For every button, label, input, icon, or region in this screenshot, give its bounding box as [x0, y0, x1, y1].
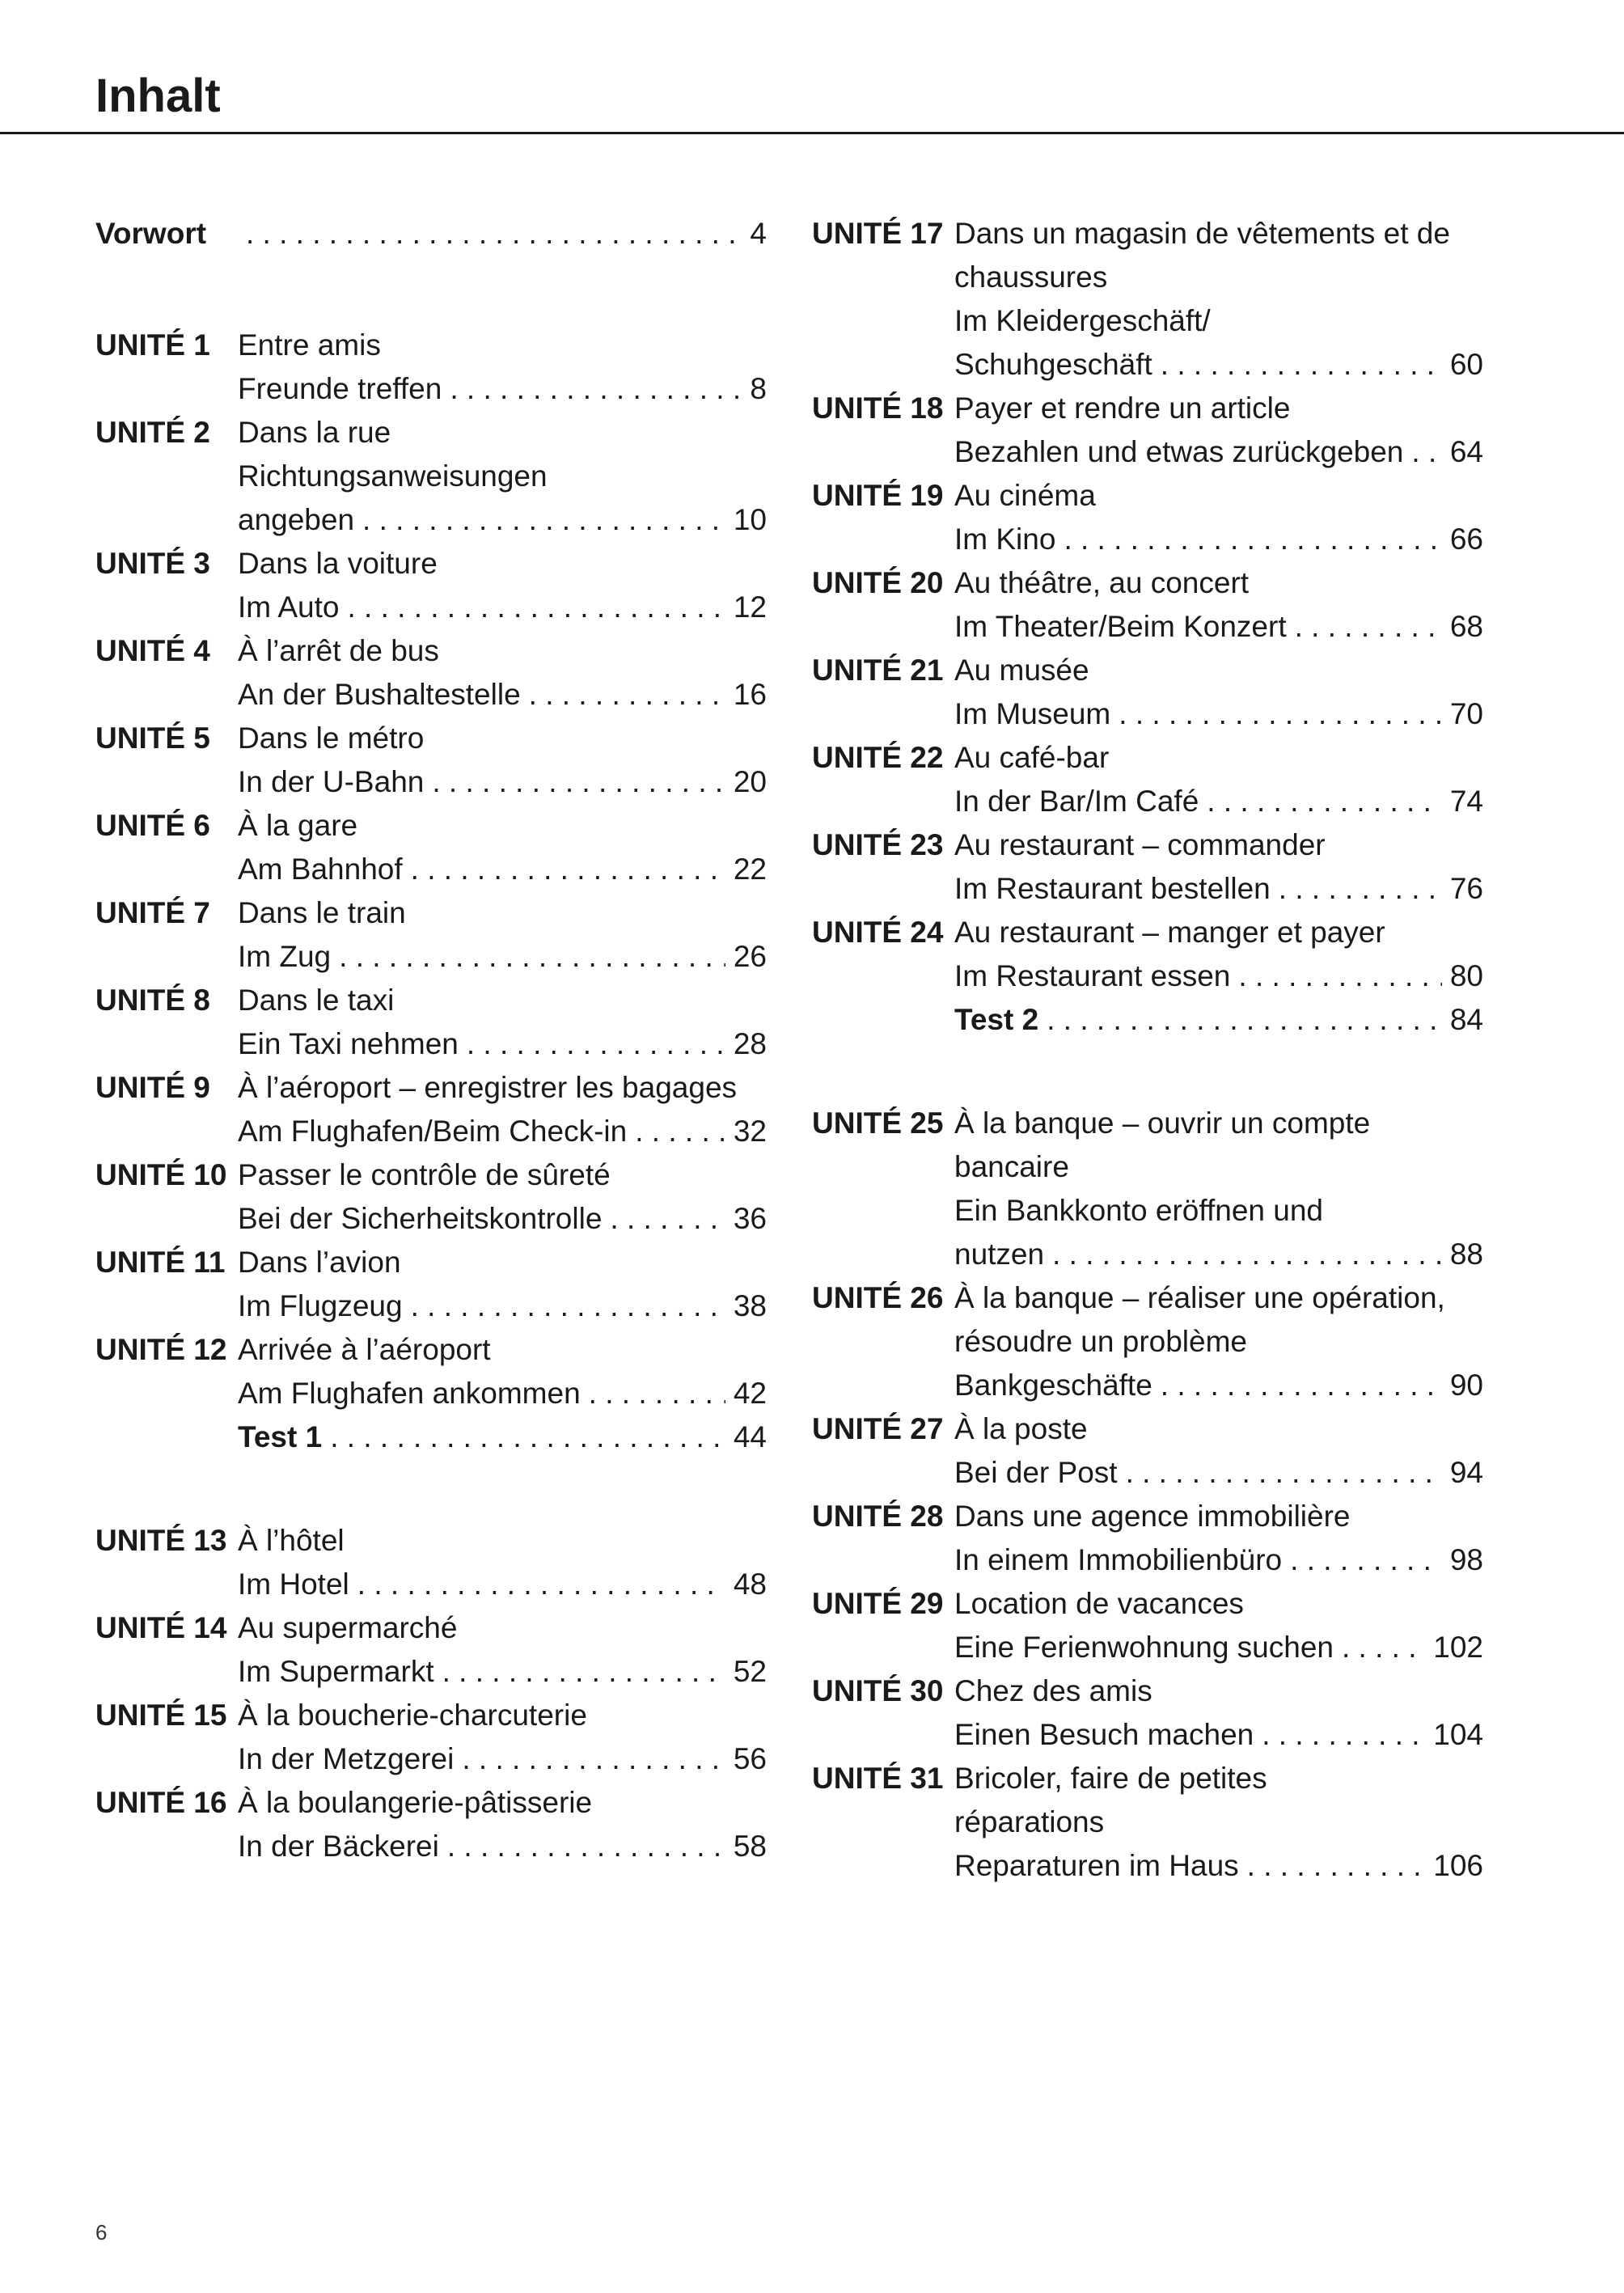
unit-title-de[interactable] — [95, 935, 767, 979]
french-title: réparations — [954, 1805, 1105, 1838]
unit-title-fr — [812, 736, 1483, 780]
toc-unit — [95, 542, 767, 629]
unit-code: UNITÉ 13 — [95, 1524, 227, 1557]
french-title: À l’hôtel — [238, 1524, 345, 1557]
toc-unit — [812, 649, 1483, 736]
test-label: Test 1 — [238, 1420, 323, 1453]
german-title: Richtungsanweisungen — [238, 459, 548, 493]
french-title: Dans le métro — [238, 721, 425, 755]
unit-code: UNITÉ 15 — [95, 1699, 227, 1732]
german-title: Im Flugzeug — [238, 1289, 403, 1322]
dot-leader — [1052, 1233, 1442, 1276]
unit-title-de[interactable] — [812, 1626, 1483, 1669]
dot-leader — [347, 586, 725, 629]
unit-code: UNITÉ 23 — [812, 828, 944, 861]
unit-title-fr — [95, 1606, 767, 1650]
french-title: Au restaurant – commander — [954, 828, 1326, 861]
unit-code: UNITÉ 3 — [95, 547, 210, 580]
french-title: chaussures — [954, 260, 1108, 294]
unit-title-fr — [95, 1153, 767, 1197]
unit-title-de[interactable] — [812, 1844, 1483, 1888]
unit-code: UNITÉ 27 — [812, 1412, 944, 1445]
unit-title-de — [812, 1189, 1483, 1233]
page-number: 6 — [95, 2220, 108, 2244]
dot-leader — [447, 1825, 725, 1868]
unit-title-fr — [95, 629, 767, 673]
german-title: Am Flughafen/Beim Check-in — [238, 1115, 628, 1148]
dot-leader — [432, 760, 725, 804]
unit-title-fr — [812, 1102, 1483, 1145]
toc-unit — [812, 387, 1483, 474]
german-title: angeben — [238, 503, 355, 536]
unit-code: UNITÉ 5 — [95, 721, 210, 755]
german-title: Bei der Sicherheitskontrolle — [238, 1202, 603, 1235]
toc-unit — [95, 717, 767, 804]
unit-code: UNITÉ 30 — [812, 1674, 944, 1707]
unit-title-fr — [95, 979, 767, 1022]
unit-title-de[interactable] — [95, 1022, 767, 1066]
test-label: Test 2 — [954, 1003, 1039, 1036]
page-ref: 16 — [733, 678, 767, 711]
toc-unit — [812, 1102, 1483, 1276]
unit-title-fr — [812, 1320, 1483, 1364]
page-ref: 76 — [1449, 872, 1483, 905]
german-title: Im Supermarkt — [238, 1655, 434, 1688]
unit-title-fr — [812, 1145, 1483, 1189]
page-ref: 90 — [1449, 1369, 1483, 1402]
unit-title-de[interactable] — [95, 673, 767, 717]
preface-label: Vorwort — [95, 217, 207, 250]
german-title: Im Kleidergeschäft/ — [954, 304, 1211, 337]
unit-title-de[interactable] — [95, 1284, 767, 1328]
toc-unit — [95, 629, 767, 717]
dot-leader — [1064, 518, 1441, 561]
page-ref: 68 — [1449, 610, 1483, 643]
french-title: Bricoler, faire de petites — [954, 1762, 1267, 1795]
toc-test[interactable] — [95, 1415, 767, 1459]
french-title: Dans le taxi — [238, 984, 395, 1017]
dot-leader — [362, 498, 725, 542]
unit-code: UNITÉ 11 — [95, 1246, 226, 1279]
unit-code: UNITÉ 1 — [95, 328, 210, 362]
page-ref: 66 — [1449, 522, 1483, 556]
dot-leader — [339, 935, 725, 979]
unit-code: UNITÉ 7 — [95, 896, 210, 929]
german-title: Im Theater/Beim Konzert — [954, 610, 1287, 643]
unit-title-fr — [812, 1495, 1483, 1538]
unit-title-de[interactable] — [812, 954, 1483, 998]
dot-leader — [411, 1284, 725, 1328]
toc-unit — [812, 561, 1483, 649]
dot-leader — [1411, 430, 1441, 474]
french-title: Location de vacances — [954, 1587, 1244, 1620]
unit-title-de[interactable] — [95, 1110, 767, 1153]
german-title: In der Bar/Im Café — [954, 785, 1199, 818]
unit-title-de[interactable] — [812, 1713, 1483, 1757]
dot-leader — [450, 367, 742, 411]
french-title: Passer le contrôle de sûreté — [238, 1158, 611, 1191]
unit-title-fr — [812, 561, 1483, 605]
unit-title-de[interactable] — [812, 518, 1483, 561]
section-gap — [95, 264, 767, 324]
french-title: Chez des amis — [954, 1674, 1152, 1707]
french-title: À l’arrêt de bus — [238, 634, 439, 667]
unit-title-fr — [95, 411, 767, 455]
french-title: À la gare — [238, 809, 358, 842]
page-ref: 12 — [733, 590, 767, 624]
page-ref: 56 — [733, 1742, 767, 1775]
unit-title-de[interactable] — [812, 430, 1483, 474]
french-title: Dans une agence immobilière — [954, 1500, 1351, 1533]
unit-title-de[interactable] — [95, 498, 767, 542]
dot-leader — [1238, 954, 1441, 998]
unit-title-de[interactable] — [812, 867, 1483, 911]
unit-title-de[interactable] — [812, 343, 1483, 387]
german-title: Reparaturen im Haus — [954, 1849, 1239, 1882]
german-title: Am Flughafen ankommen — [238, 1377, 581, 1410]
unit-title-fr — [95, 542, 767, 586]
page-ref: 26 — [733, 940, 767, 973]
unit-title-fr — [812, 1276, 1483, 1320]
page-ref: 32 — [733, 1115, 767, 1148]
unit-code: UNITÉ 2 — [95, 416, 210, 449]
french-title: Dans l’avion — [238, 1246, 401, 1279]
toc-unit — [95, 324, 767, 411]
section-gap — [95, 1459, 767, 1519]
dot-leader — [1207, 780, 1442, 823]
toc-unit — [95, 1241, 767, 1328]
french-title: Au supermarché — [238, 1611, 458, 1644]
page-ref: 58 — [733, 1830, 767, 1863]
unit-title-de — [812, 299, 1483, 343]
unit-title-de[interactable] — [95, 848, 767, 891]
toc-unit — [95, 411, 767, 542]
unit-title-de[interactable] — [95, 1737, 767, 1781]
unit-code: UNITÉ 24 — [812, 916, 944, 949]
dot-leader — [246, 212, 742, 256]
page-ref: 74 — [1449, 785, 1483, 818]
german-title: Im Hotel — [238, 1567, 349, 1601]
unit-title-de[interactable] — [95, 1650, 767, 1694]
unit-title-fr — [95, 1241, 767, 1284]
french-title: À la banque – réaliser une opération, — [954, 1281, 1445, 1314]
unit-code: UNITÉ 10 — [95, 1158, 227, 1191]
dot-leader — [330, 1415, 725, 1459]
toc-unit — [812, 823, 1483, 911]
toc-unit — [95, 1694, 767, 1781]
unit-title-fr — [812, 474, 1483, 518]
unit-title-fr — [812, 1757, 1483, 1800]
dot-leader — [1262, 1713, 1425, 1757]
page-ref: 8 — [750, 372, 767, 405]
page-ref: 4 — [750, 217, 767, 250]
unit-code: UNITÉ 17 — [812, 217, 944, 250]
french-title: À la boucherie-charcuterie — [238, 1699, 587, 1732]
unit-code: UNITÉ 4 — [95, 634, 210, 667]
german-title: Schuhgeschäft — [954, 348, 1152, 381]
page-ref: 22 — [733, 852, 767, 886]
french-title: Dans le train — [238, 896, 406, 929]
toc-unit — [812, 911, 1483, 998]
toc-unit — [812, 1276, 1483, 1407]
unit-code: UNITÉ 12 — [95, 1333, 227, 1366]
toc-unit — [812, 1582, 1483, 1669]
unit-code: UNITÉ 21 — [812, 654, 944, 687]
german-title: Im Auto — [238, 590, 340, 624]
toc-unit — [95, 979, 767, 1066]
german-title: In der Bäckerei — [238, 1830, 439, 1863]
page-ref: 88 — [1449, 1237, 1483, 1271]
dot-leader — [589, 1372, 725, 1415]
unit-title-fr — [812, 1407, 1483, 1451]
unit-code: UNITÉ 28 — [812, 1500, 944, 1533]
unit-title-fr — [812, 1582, 1483, 1626]
page-ref: 44 — [733, 1420, 767, 1453]
page-ref: 64 — [1449, 435, 1483, 468]
page-ref: 84 — [1449, 1003, 1483, 1036]
toc-unit — [95, 1606, 767, 1694]
unit-title-fr — [812, 911, 1483, 954]
french-title: Dans la voiture — [238, 547, 438, 580]
toc-unit — [95, 1519, 767, 1606]
german-title: Bankgeschäfte — [954, 1369, 1152, 1402]
unit-code: UNITÉ 25 — [812, 1106, 944, 1140]
unit-title-de[interactable] — [95, 1197, 767, 1241]
page-ref: 28 — [733, 1027, 767, 1060]
unit-title-de[interactable] — [95, 1825, 767, 1868]
dot-leader — [1161, 343, 1442, 387]
toc-unit — [95, 1328, 767, 1415]
unit-title-fr — [95, 1781, 767, 1825]
unit-title-fr — [95, 717, 767, 760]
unit-code: UNITÉ 22 — [812, 741, 944, 774]
unit-title-fr — [812, 212, 1483, 256]
german-title: In einem Immobilienbüro — [954, 1543, 1283, 1576]
toc-unit — [95, 1066, 767, 1153]
dot-leader — [467, 1022, 725, 1066]
unit-title-fr — [95, 1694, 767, 1737]
unit-title-fr — [95, 1519, 767, 1563]
unit-title-de[interactable] — [95, 760, 767, 804]
german-title: Im Zug — [238, 940, 332, 973]
french-title: À la boulangerie-pâtisserie — [238, 1786, 593, 1819]
german-title: nutzen — [954, 1237, 1045, 1271]
dot-leader — [1161, 1364, 1442, 1407]
toc-unit — [812, 1495, 1483, 1582]
unit-title-fr — [95, 1328, 767, 1372]
page-ref: 20 — [733, 765, 767, 798]
german-title: Eine Ferienwohnung suchen — [954, 1631, 1334, 1664]
page-ref: 48 — [733, 1567, 767, 1601]
toc-unit — [95, 1153, 767, 1241]
unit-title-de[interactable] — [95, 367, 767, 411]
page-ref: 80 — [1449, 959, 1483, 992]
unit-code: UNITÉ 9 — [95, 1071, 210, 1104]
toc-unit — [95, 891, 767, 979]
toc-unit — [812, 1757, 1483, 1888]
toc-unit — [95, 804, 767, 891]
dot-leader — [635, 1110, 725, 1153]
page-ref: 42 — [733, 1377, 767, 1410]
unit-code: UNITÉ 18 — [812, 391, 944, 425]
page-ref: 10 — [733, 503, 767, 536]
unit-title-de[interactable] — [95, 586, 767, 629]
french-title: bancaire — [954, 1150, 1069, 1183]
dot-leader — [462, 1737, 725, 1781]
page-ref: 60 — [1449, 348, 1483, 381]
unit-title-de[interactable] — [812, 1364, 1483, 1407]
german-title: Im Kino — [954, 522, 1056, 556]
unit-title-de[interactable] — [812, 1538, 1483, 1582]
unit-code: UNITÉ 14 — [95, 1611, 227, 1644]
page-ref: 38 — [733, 1289, 767, 1322]
page-ref: 104 — [1433, 1718, 1483, 1751]
unit-title-fr — [95, 891, 767, 935]
dot-leader — [1047, 998, 1442, 1042]
dot-leader — [1295, 605, 1442, 649]
dot-leader — [1247, 1844, 1426, 1888]
french-title: Entre amis — [238, 328, 381, 362]
dot-leader — [411, 848, 725, 891]
french-title: À la banque – ouvrir un compte — [954, 1106, 1371, 1140]
unit-title-fr — [95, 1066, 767, 1110]
unit-title-fr — [95, 804, 767, 848]
toc-unit — [812, 736, 1483, 823]
german-title: In der U-Bahn — [238, 765, 425, 798]
unit-code: UNITÉ 31 — [812, 1762, 944, 1795]
page-ref: 102 — [1433, 1631, 1483, 1664]
french-title: Dans un magasin de vêtements et de — [954, 217, 1450, 250]
french-title: Dans la rue — [238, 416, 391, 449]
unit-code: UNITÉ 29 — [812, 1587, 944, 1620]
page-ref: 70 — [1449, 697, 1483, 730]
toc-right-column — [812, 212, 1483, 1888]
toc-unit — [812, 474, 1483, 561]
unit-code: UNITÉ 19 — [812, 479, 944, 512]
toc-preface[interactable] — [95, 212, 767, 256]
page-ref: 106 — [1433, 1849, 1483, 1882]
toc-test[interactable] — [812, 998, 1483, 1042]
page-ref: 36 — [733, 1202, 767, 1235]
unit-title-fr — [812, 1669, 1483, 1713]
unit-title-de[interactable] — [812, 692, 1483, 736]
french-title: Au cinéma — [954, 479, 1096, 512]
unit-title-de[interactable] — [812, 605, 1483, 649]
dot-leader — [1126, 1451, 1442, 1495]
page-ref: 52 — [733, 1655, 767, 1688]
toc-left-column — [95, 212, 767, 1868]
dot-leader — [357, 1563, 725, 1606]
unit-title-de[interactable] — [812, 1233, 1483, 1276]
dot-leader — [529, 673, 725, 717]
german-title: An der Bushaltestelle — [238, 678, 521, 711]
french-title: Payer et rendre un article — [954, 391, 1291, 425]
unit-code: UNITÉ 6 — [95, 809, 210, 842]
german-title: Ein Bankkonto eröffnen und — [954, 1194, 1323, 1227]
german-title: Im Restaurant bestellen — [954, 872, 1271, 905]
unit-title-de[interactable] — [95, 1372, 767, 1415]
title-divider — [0, 132, 1624, 134]
french-title: Au musée — [954, 654, 1089, 687]
french-title: Au restaurant – manger et payer — [954, 916, 1385, 949]
unit-title-de — [95, 455, 767, 498]
german-title: Bei der Post — [954, 1456, 1118, 1489]
french-title: résoudre un problème — [954, 1325, 1247, 1358]
unit-title-fr — [812, 387, 1483, 430]
unit-title-fr — [812, 823, 1483, 867]
german-title: Im Museum — [954, 697, 1111, 730]
french-title: Au café-bar — [954, 741, 1110, 774]
unit-title-fr — [95, 324, 767, 367]
dot-leader — [1290, 1538, 1442, 1582]
german-title: Einen Besuch machen — [954, 1718, 1254, 1751]
page-ref: 94 — [1449, 1456, 1483, 1489]
toc-unit — [95, 1781, 767, 1868]
dot-leader — [1342, 1626, 1425, 1669]
unit-code: UNITÉ 20 — [812, 566, 944, 599]
unit-title-fr — [812, 1800, 1483, 1844]
unit-title-de[interactable] — [95, 1563, 767, 1606]
german-title: Bezahlen und etwas zurückgeben — [954, 435, 1404, 468]
french-title: À la poste — [954, 1412, 1088, 1445]
unit-title-de[interactable] — [812, 1451, 1483, 1495]
german-title: Am Bahnhof — [238, 852, 403, 886]
german-title: Ein Taxi nehmen — [238, 1027, 459, 1060]
dot-leader — [1279, 867, 1442, 911]
page-ref: 98 — [1449, 1543, 1483, 1576]
page-title: Inhalt — [95, 70, 221, 122]
dot-leader — [1119, 692, 1442, 736]
unit-code: UNITÉ 8 — [95, 984, 210, 1017]
unit-title-fr — [812, 256, 1483, 299]
german-title: Freunde treffen — [238, 372, 442, 405]
german-title: In der Metzgerei — [238, 1742, 455, 1775]
unit-code: UNITÉ 16 — [95, 1786, 227, 1819]
unit-title-fr — [812, 649, 1483, 692]
unit-code: UNITÉ 26 — [812, 1281, 944, 1314]
toc-unit — [812, 1407, 1483, 1495]
french-title: À l’aéroport – enregistrer les bagages — [238, 1071, 738, 1104]
toc-unit — [812, 212, 1483, 387]
toc-unit — [812, 1669, 1483, 1757]
french-title: Au théâtre, au concert — [954, 566, 1250, 599]
unit-title-de[interactable] — [812, 780, 1483, 823]
german-title: Im Restaurant essen — [954, 959, 1231, 992]
dot-leader — [442, 1650, 725, 1694]
dot-leader — [610, 1197, 725, 1241]
section-gap — [812, 1042, 1483, 1102]
french-title: Arrivée à l’aéroport — [238, 1333, 491, 1366]
